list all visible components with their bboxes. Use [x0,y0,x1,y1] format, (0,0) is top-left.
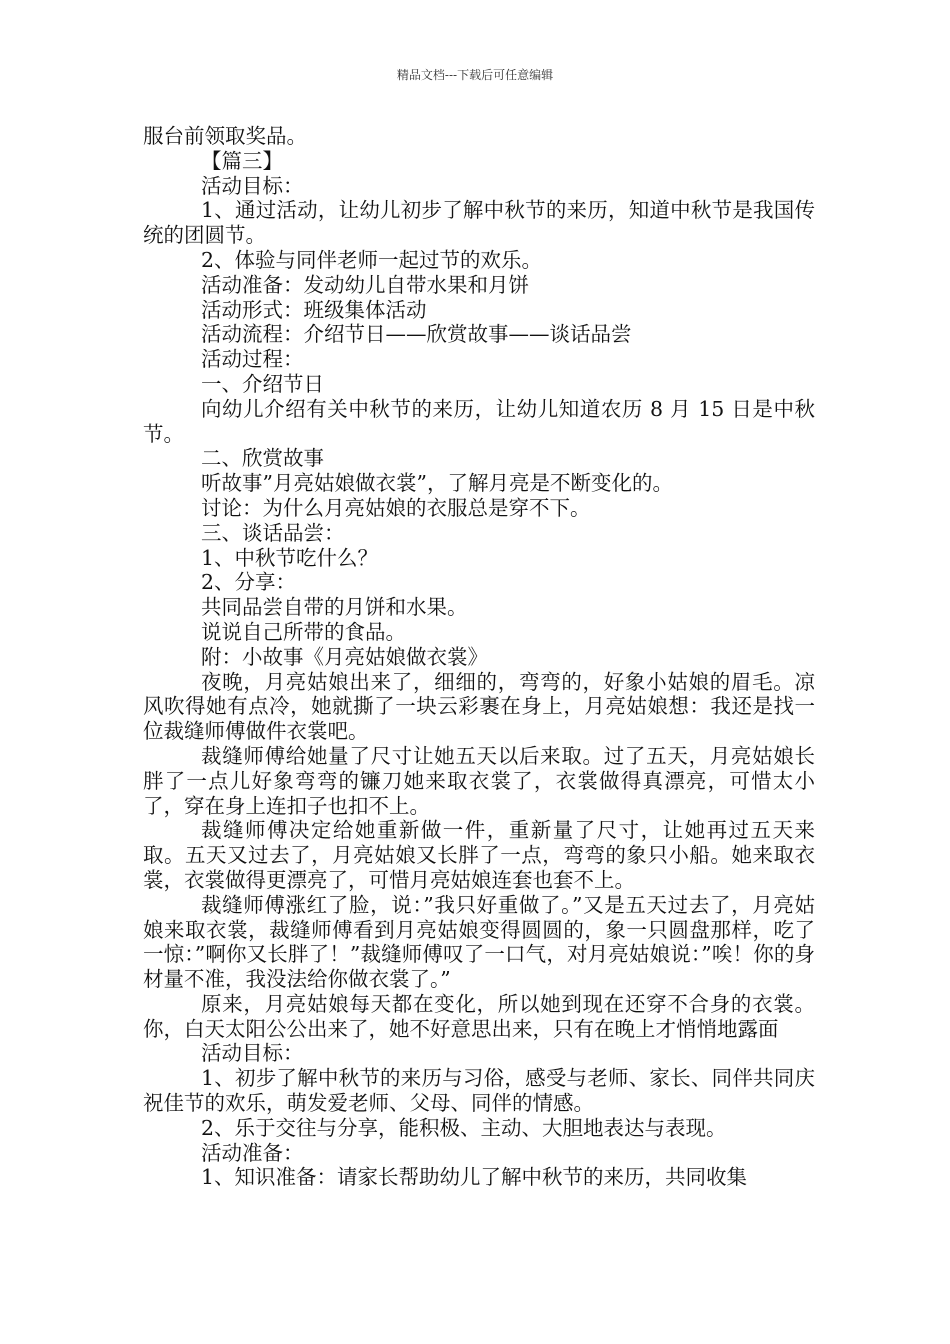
paragraph: 裁缝师傅涨红了脸，说：”我只好重做了。”又是五天过去了，月亮姑娘来取衣裳，裁缝师傅看到月亮姑娘变得圆圆的，象一只圆盘那样，吃了一惊：”啊你又长胖了！”裁缝师傅叹了一口气，对月亮姑娘说：”唉！你的身材量不准，我没法给你做衣裳了。” [143,892,815,992]
paragraph: 共同品尝自带的月饼和水果。 [201,595,468,620]
paragraph: 1、初步了解中秋节的来历与习俗，感受与老师、家长、同伴共同庆祝佳节的欢乐，萌发爱老师、父母、同伴的情感。 [143,1066,815,1116]
paragraph: 附：小故事《月亮姑娘做衣裳》 [201,644,488,669]
paragraph: 活动目标： [201,1041,304,1066]
paragraph: 三、谈话品尝： [201,520,345,545]
paragraph: 裁缝师傅给她量了尺寸让她五天以后来取。过了五天，月亮姑娘长胖了一点儿好象弯弯的镰刀她来取衣裳了，衣裳做得真漂亮，可惜太小了，穿在身上连扣子也扣不上。 [143,743,815,818]
paragraph: 裁缝师傅决定给她重新做一件，重新量了尺寸，让她再过五天来取。五天又过去了，月亮姑娘又长胖了一点，弯弯的象只小船。她来取衣裳，衣裳做得更漂亮了，可惜月亮姑娘连套也套不上。 [143,818,815,892]
paragraph: 【篇三】 [201,148,283,173]
paragraph: 说说自己所带的食品。 [201,619,406,644]
paragraph: 服台前领取奖品。 [143,124,307,148]
paragraph: 夜晚，月亮姑娘出来了，细细的，弯弯的，好象小姑娘的眉毛。凉风吹得她有点冷，她就撕了一块云彩裹在身上，月亮姑娘想：我还是找一位裁缝师傅做件衣裳吧。 [143,669,815,744]
paragraph: 二、欣赏故事 [201,446,324,471]
paragraph: 一、介绍节日 [201,371,324,396]
paragraph: 1、通过活动，让幼儿初步了解中秋节的来历，知道中秋节是我国传统的团圆节。 [143,198,815,248]
paragraph: 1、中秋节吃什么？ [201,545,379,570]
paragraph: 活动流程：介绍节日——欣赏故事——谈话品尝 [201,322,632,347]
paragraph: 活动过程： [201,347,304,372]
paragraph: 讨论：为什么月亮姑娘的衣服总是穿不下。 [201,495,591,520]
page-header: 精品文档---下载后可任意编辑 [396,68,554,82]
paragraph: 向幼儿介绍有关中秋节的来历，让幼儿知道农历 8 月 15 日是中秋节。 [143,396,815,446]
paragraph: 活动准备： [201,1140,304,1165]
paragraph: 原来，月亮姑娘每天都在变化，所以她到现在还穿不合身的衣裳。你，白天太阳公公出来了，她不好意思出来，只有在晚上才悄悄地露面 [143,991,815,1041]
paragraph: 活动准备：发动幼儿自带水果和月饼 [201,272,529,297]
document-body [143,124,815,1190]
paragraph: 1、知识准备：请家长帮助幼儿了解中秋节的来历，共同收集 [201,1165,748,1190]
paragraph: 2、分享： [201,570,297,595]
paragraph: 2、乐于交往与分享，能积极、主动、大胆地表达与表现。 [201,1115,727,1140]
paragraph: 活动目标： [201,173,304,198]
paragraph: 听故事”月亮姑娘做衣裳”，了解月亮是不断变化的。 [201,471,673,496]
paragraph: 2、体验与同伴老师一起过节的欢乐。 [201,247,543,272]
paragraph: 活动形式：班级集体活动 [201,297,427,322]
